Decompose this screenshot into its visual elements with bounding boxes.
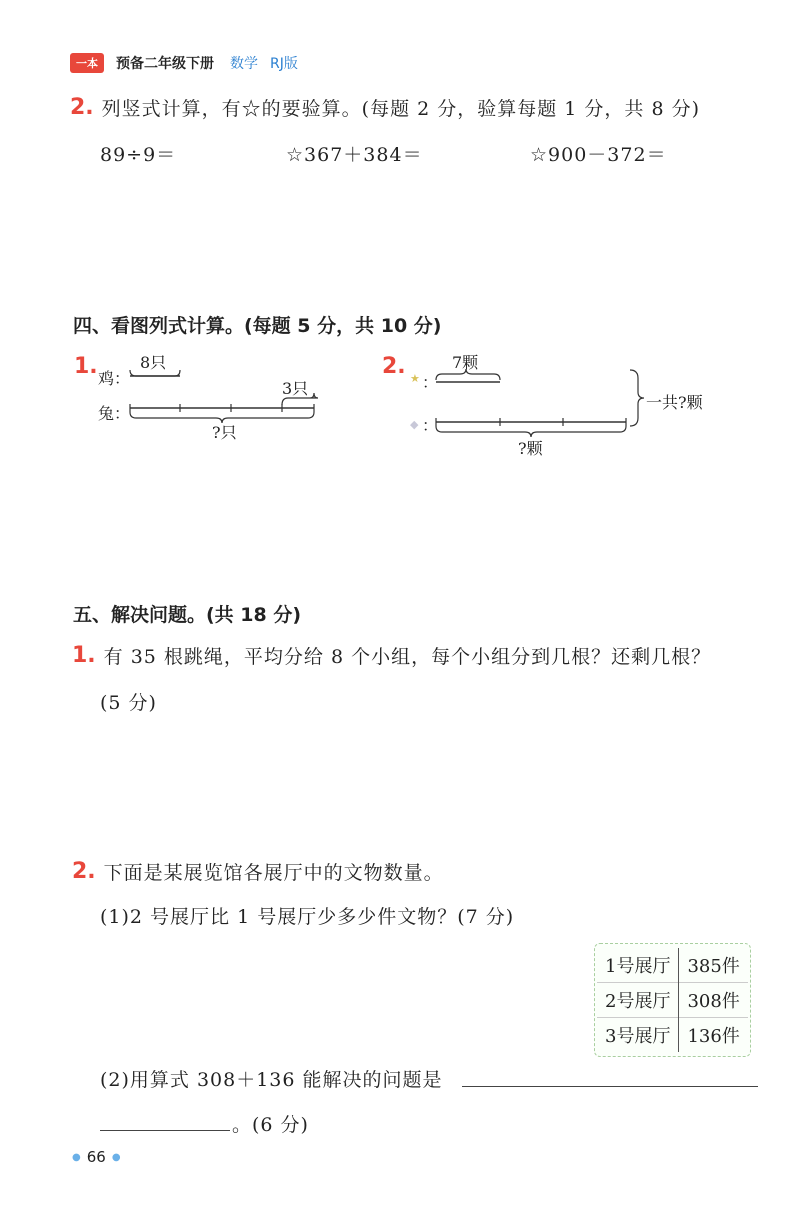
exhibit-table — [594, 943, 751, 1057]
section-5-heading: 五、解决问题。(共 18 分) — [73, 604, 302, 626]
diagram-2-sum-label: 一共?颗 — [646, 393, 703, 412]
star-icon: ★ — [410, 372, 420, 385]
diagram-1-bars — [120, 360, 330, 435]
question-5-1-score: (5 分) — [100, 692, 157, 714]
brand-logo: 一本 — [70, 53, 104, 73]
page-header — [70, 52, 298, 74]
bottom-brace — [436, 426, 626, 437]
dot-icon: ● — [72, 1151, 81, 1163]
question-3-2 — [70, 94, 700, 121]
candy-icon: ◆ — [410, 418, 419, 431]
rabbit-extra-brace — [282, 393, 318, 405]
book-title: 预备二年级下册 — [116, 56, 214, 72]
question-text: 下面是某展览馆各展厅中的文物数量。 — [103, 862, 444, 884]
table-row — [597, 1018, 748, 1053]
answer-line-1[interactable] — [462, 1086, 758, 1087]
rabbit-total-value: ?只 — [212, 423, 237, 442]
expression-1: 89÷9＝ — [100, 144, 177, 166]
top-brace — [436, 369, 500, 380]
diagram-2-number: 2. — [382, 354, 406, 379]
question-number: 2. — [70, 95, 94, 120]
chicken-brace — [130, 370, 180, 376]
question-5-2-sub1: (1)2 号展厅比 1 号展厅少多少件文物？(7 分) — [100, 906, 515, 928]
chicken-label: 鸡： — [98, 369, 131, 388]
hall-name: 3号展厅 — [597, 1018, 679, 1053]
sum-brace — [630, 370, 644, 426]
table-row — [597, 983, 748, 1018]
diagram-2-top-value: 7颗 — [452, 353, 479, 372]
rabbit-total-brace — [130, 412, 314, 423]
page-number — [72, 1148, 121, 1166]
answer-line-2[interactable] — [100, 1130, 230, 1131]
dot-icon: ● — [111, 1151, 121, 1163]
chicken-value: 8只 — [140, 353, 167, 372]
hall-count: 385件 — [687, 956, 740, 977]
section-4-heading: 四、看图列式计算。(每题 5 分，共 10 分) — [73, 315, 442, 337]
hall-count: 308件 — [679, 983, 748, 1018]
rabbit-label: 兔： — [98, 404, 131, 423]
table-row — [597, 948, 748, 983]
diagram-1-number: 1. — [74, 354, 98, 379]
question-5-2-sub2-end: 。(6 分) — [232, 1114, 309, 1136]
hall-count: 136件 — [679, 1018, 748, 1053]
question-text: 有 35 根跳绳，平均分给 8 个小组，每个小组分到几根？还剩几根？ — [103, 646, 712, 668]
expression-3: ☆900－372＝ — [530, 144, 667, 166]
rabbit-extra-value: 3只 — [282, 379, 309, 398]
hall-name: 1号展厅 — [597, 948, 679, 983]
question-number: 2. — [72, 859, 96, 884]
diagram-2-bars — [430, 360, 650, 440]
question-text: 列竖式计算，有☆的要验算。(每题 2 分，验算每题 1 分，共 8 分) — [101, 98, 701, 120]
question-5-2-sub2: (2)用算式 308＋136 能解决的问题是 — [100, 1069, 443, 1091]
diagram-2-bottom-total: ?颗 — [518, 439, 543, 458]
subject-label: 数学 — [230, 56, 258, 72]
expression-2: ☆367＋384＝ — [286, 144, 423, 166]
question-5-1 — [72, 642, 711, 669]
diagram-2-top-label: ： — [422, 373, 439, 392]
question-5-2 — [72, 858, 444, 885]
diagram-2-bottom-label: ： — [422, 416, 439, 435]
page-number-text: 66 — [86, 1148, 106, 1166]
question-number: 1. — [72, 643, 96, 668]
edition-label: RJ版 — [270, 56, 298, 72]
hall-name: 2号展厅 — [597, 983, 679, 1018]
